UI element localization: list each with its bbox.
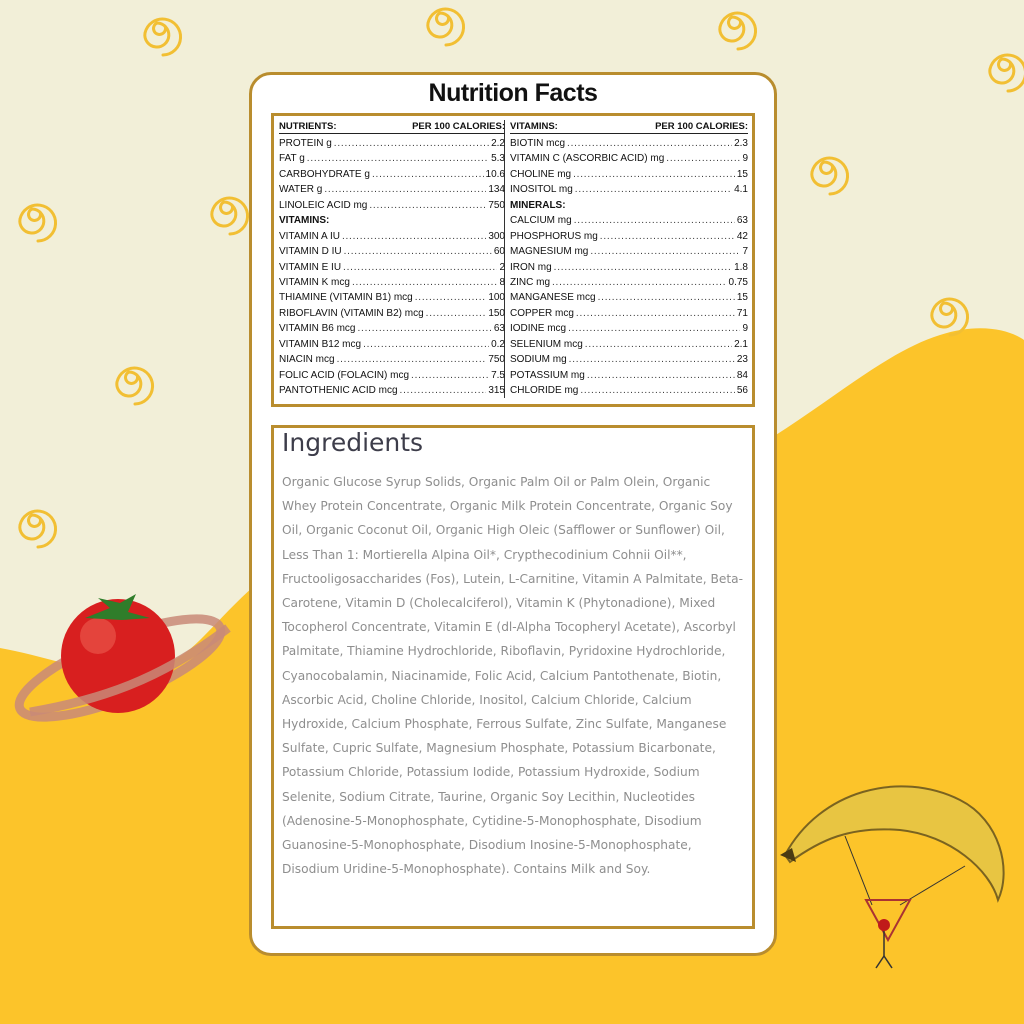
column-header-name: NUTRIENTS: [279,121,337,132]
row-value: 4.1 [734,184,748,196]
column-header [279,120,505,134]
row-value: 0.2 [491,338,505,350]
table-row [510,213,748,228]
row-label: IRON mg [510,261,552,273]
table-row [510,290,748,305]
row-value: 2.2 [491,138,505,149]
ingredients-text: Organic Glucose Syrup Solids, Organic Palm Oil or Palm Olein, Organic Whey Protein Concentrate, Organic Milk Protein Concentrate, Organic Soy Oil, Organic Coconut Oil, Organic High Oleic (Safflower or Sunflower) Oil, Less Than 1: Mortierella Alpina Oil*, Crypthecodinium Cohnii Oil**, Fructooligosaccharides (Fos), Lutein, L-Carnitine, Vitamin A Palmitate, Beta-Carotene, Vitamin D (Cholecalciferol), Vitamin K (Phytonadione), Mixed Tocopherol Concentrate, Vitamin E (dl-Alpha Tocopheryl Acetate), Ascorbyl Palmitate, Thiamine Hydrochloride, Riboflavin, Pyridoxine Hydrochloride, Cyanocobalamin, Niacinamide, Folic Acid, Calcium Pantothenate, Biotin, Ascorbic Acid, Choline Chloride, Inositol, Calcium Chloride, Calcium Hydroxide, Calcium Phosphate, Ferrous Sulfate, Zinc Sulfate, Manganese Sulfate, Cupric Sulfate, Magnesium Phosphate, Potassium Bicarbonate, Potassium Chloride, Potassium Iodide, Potassium Hydroxide, Sodium Selenite, Sodium Citrate, Taurine, Organic Soy Lecithin, Nucleotides (Adenosine-5-Monophosphate, Cytidine-5-Monophosphate, Disodium Guanosine-5-Monophosphate, Disodium Inosine-5-Monophosphate, Disodium Uridine-5-Monophosphate). Contains Milk and Soy. [282,475,744,877]
table-row [510,229,748,244]
table-row [510,306,748,321]
table-row [510,136,748,151]
row-value: 300 [488,230,505,242]
row-label: CHLORIDE mg [510,385,579,396]
table-row [279,275,505,290]
table-row [279,260,505,275]
row-label: CALCIUM mg [510,215,572,227]
section-heading: MINERALS: [510,199,566,211]
section-heading: VITAMINS: [279,215,330,227]
vitamins-minerals-column [510,120,748,398]
row-value: 2.1 [734,338,748,350]
row-value: 63 [493,323,505,335]
row-value: 56 [736,385,748,396]
row-value: 9 [742,323,748,335]
row-label: THIAMINE (VITAMIN B1) mcg [279,292,413,304]
row-label: VITAMIN A IU [279,230,340,242]
column-header-name: VITAMINS: [510,121,558,132]
row-value: 7 [742,246,748,258]
row-value: 750 [488,199,505,211]
row-label: BIOTIN mcg [510,138,566,149]
row-value: 2 [499,261,505,273]
table-row [510,167,748,182]
row-value: 10.6 [485,168,505,180]
row-label: FAT g [279,153,305,165]
row-value: 7.5 [491,369,505,381]
table-row [279,198,505,213]
row-label: INOSITOL mg [510,184,573,196]
table-row [510,275,748,290]
column-header [510,120,748,134]
row-label: CHOLINE mg [510,168,572,180]
row-value: 100 [488,292,505,304]
row-label: IODINE mcg [510,323,567,335]
nutrients-column [279,120,505,398]
table-row [510,151,748,166]
nutrition-facts-table [271,113,755,407]
table-row [279,337,505,352]
row-value: 60 [493,246,505,258]
table-row [279,151,505,166]
row-label: VITAMIN E IU [279,261,342,273]
table-row [510,321,748,336]
row-value: 150 [488,307,505,319]
row-label: NIACIN mcg [279,354,335,366]
table-row [279,229,505,244]
row-value: 15 [736,168,748,180]
table-row [279,383,505,398]
ingredients-panel [271,425,755,929]
table-row [279,167,505,182]
table-row [510,352,748,367]
row-label: ZINC mg [510,276,550,288]
table-row [510,244,748,259]
nutrition-facts-title: Nutrition Facts [428,79,598,107]
table-row [510,383,748,398]
row-value: 8 [499,276,505,288]
row-label: VITAMIN D IU [279,246,342,258]
row-label: MAGNESIUM mg [510,246,589,258]
table-row [510,260,748,275]
table-row [279,368,505,383]
row-value: 134 [488,184,505,196]
row-value: 9 [742,153,748,165]
table-row [279,244,505,259]
row-label: VITAMIN B12 mcg [279,338,362,350]
row-label: PROTEIN g [279,138,332,149]
row-label: VITAMIN K mcg [279,276,350,288]
table-row [279,352,505,367]
row-value: 2.3 [734,138,748,149]
nutrition-card [249,72,777,956]
row-value: 42 [736,230,748,242]
row-label: POTASSIUM mg [510,369,585,381]
row-label: PANTOTHENIC ACID mcg [279,385,398,396]
row-label: SODIUM mg [510,354,567,366]
table-row [279,321,505,336]
row-label: PHOSPHORUS mg [510,230,598,242]
table-row [510,337,748,352]
row-label: RIBOFLAVIN (VITAMIN B2) mcg [279,307,424,319]
row-label: MANGANESE mcg [510,292,596,304]
table-row [510,368,748,383]
row-label: COPPER mcg [510,307,574,319]
row-value: 0.75 [728,276,748,288]
row-label: FOLIC ACID (FOLACIN) mcg [279,369,410,381]
table-row [510,182,748,197]
row-label: VITAMIN C (ASCORBIC ACID) mg [510,153,665,165]
table-row [279,290,505,305]
row-value: 15 [736,292,748,304]
column-header-unit: PER 100 CALORIES: [655,121,748,132]
table-row [279,306,505,321]
column-header-unit: PER 100 CALORIES: [412,121,505,132]
row-label: VITAMIN B6 mcg [279,323,356,335]
row-value: 1.8 [734,261,748,273]
row-value: 315 [488,385,505,396]
row-value: 5.3 [491,153,505,165]
row-label: SELENIUM mcg [510,338,583,350]
table-row [279,136,505,151]
row-value: 23 [736,354,748,366]
row-value: 84 [736,369,748,381]
row-value: 750 [488,354,505,366]
row-value: 63 [736,215,748,227]
row-value: 71 [736,307,748,319]
row-label: WATER g [279,184,323,196]
row-label: LINOLEIC ACID mg [279,199,368,211]
row-label: CARBOHYDRATE g [279,168,370,180]
table-row [279,182,505,197]
ingredients-title: Ingredients [282,428,424,457]
